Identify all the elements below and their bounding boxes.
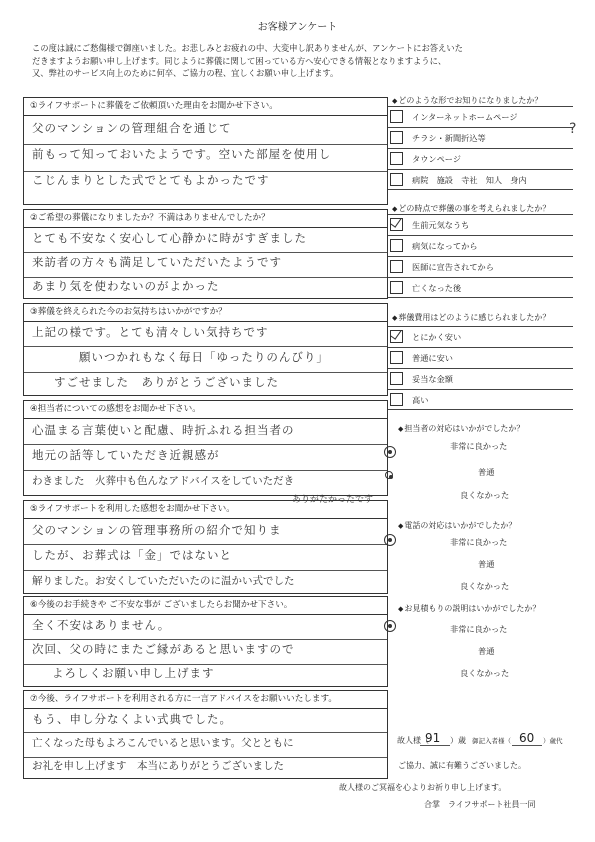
question-3-panel	[23, 303, 388, 396]
answer-rule	[24, 346, 387, 347]
checkbox[interactable]	[390, 239, 403, 252]
thanks-text: ご協力、誠に有難うございました。	[398, 761, 526, 770]
question-2-heading: ②ご希望の葬儀になりましたか？不満はありませんでしたか？	[24, 210, 387, 228]
how-know-option[interactable]	[388, 169, 573, 190]
answer-5-line-2: したが、お葬式は「金」ではないと	[32, 548, 232, 562]
answer-7-line-3: お礼を申し上げます 本当にありがとうございました	[32, 760, 284, 772]
answer-1-line-3: こじんまりとした式でとてもよかったです	[32, 173, 270, 187]
how-know-option[interactable]	[388, 148, 573, 169]
option-label: 妥当な金額	[412, 374, 453, 384]
question-4-heading: ④担当者についての感想をお聞かせ下さい。	[24, 401, 387, 419]
rating-option[interactable]: 良くなかった	[460, 581, 510, 591]
question-4-panel	[23, 400, 388, 496]
circle-mark-icon	[384, 446, 396, 458]
phone-heading: ◆ 電話の対応はいかがでしたか？	[398, 520, 516, 531]
checkbox[interactable]	[390, 260, 403, 273]
option-label: 亡くなった後	[412, 283, 462, 293]
answer-2-line-3: あまり気を使わないのがよかった	[32, 279, 220, 293]
answer-rule	[24, 144, 387, 145]
circle-mark-icon	[385, 471, 393, 479]
checkbox[interactable]	[390, 393, 403, 406]
answer-rule	[24, 444, 387, 445]
answer-6-line-1: 全く不安はありません。	[32, 618, 171, 632]
signature-text: 合掌 ライフサポート社員一同	[424, 800, 536, 809]
deceased-age-unit: ）歳	[450, 736, 466, 745]
rating-option[interactable]: 普通	[478, 646, 495, 656]
answer-rule	[24, 470, 387, 471]
estimate-heading: ◆ お見積もりの説明はいかがでしたか？	[398, 603, 540, 614]
question-6-heading: ⑥今後のお手続きや ご不安な事が ございましたらお聞かせ下さい。	[24, 597, 387, 615]
answer-3-line-2: 願いつかれもなく毎日「ゆったりのんびり」	[79, 350, 329, 364]
answer-1-line-2: 前もって知っておいたようです。空いた部屋を使用し	[32, 147, 332, 161]
answer-rule	[24, 732, 387, 733]
intro-text	[32, 42, 577, 80]
when-option[interactable]	[388, 256, 573, 277]
option-label: 病気になってから	[412, 241, 478, 251]
option-label: 医師に宣告されてから	[412, 262, 494, 272]
cost-heading: ◆ 葬儀費用はどのように感じられましたか？	[392, 312, 550, 323]
when-option[interactable]	[388, 235, 573, 256]
option-label: 高い	[412, 395, 429, 405]
age-underline	[512, 745, 542, 746]
answer-rule	[24, 252, 387, 253]
answer-2-line-1: とても不安なく安心して心静かに時がすぎました	[32, 231, 307, 245]
prayer-text: 故人様のご冥福を心よりお祈り申し上げます。	[339, 783, 507, 792]
option-label: 病院 施設 寺社 知人 身内	[412, 175, 527, 185]
rating-option[interactable]: 非常に良かった	[450, 441, 508, 451]
intro-line: 又、弊社のサービス向上のために何卒、ご協力の程、宜しくお願い申し上げます。	[32, 68, 339, 79]
cost-option[interactable]	[388, 326, 573, 347]
cost-option[interactable]	[388, 368, 573, 389]
answer-rule	[24, 544, 387, 545]
how-know-option[interactable]	[388, 106, 573, 127]
page-title: お客様アンケート	[257, 22, 338, 33]
option-label: とにかく安い	[412, 332, 462, 342]
deceased-age-label: 故人様（	[397, 736, 429, 745]
applicant-age-label: 御記入者様（	[472, 737, 511, 745]
question-5-panel	[23, 500, 388, 594]
option-label: インターネットホームページ	[412, 112, 518, 122]
staff-heading: ◆ 担当者の対応はいかがでしたか？	[398, 423, 524, 434]
how-know-heading: ◆ どのような形でお知りになりましたか？	[392, 95, 542, 106]
answer-rule	[24, 639, 387, 640]
when-option[interactable]	[388, 214, 573, 235]
rating-option[interactable]: 良くなかった	[460, 490, 510, 500]
checkbox[interactable]	[390, 351, 403, 364]
option-label: タウンページ	[412, 154, 461, 164]
option-label: チラシ・新聞折込等	[412, 133, 486, 143]
answer-4-line-2: 地元の話等していただき近親感が	[32, 448, 220, 462]
rating-option[interactable]: 良くなかった	[460, 668, 510, 678]
applicant-age-value[interactable]: 60	[519, 731, 535, 745]
answer-5-line-1: 父のマンションの管理事務所の紹介で知りま	[32, 523, 282, 537]
rating-option[interactable]: 普通	[478, 559, 495, 569]
answer-5-line-3: 解りました。お安くしていただいたのに温かい式でした	[32, 575, 295, 587]
age-underline	[420, 745, 450, 746]
checkbox[interactable]	[390, 372, 403, 385]
cost-option[interactable]	[388, 389, 573, 410]
checkbox-checked[interactable]	[390, 218, 403, 231]
question-1-panel	[23, 97, 388, 205]
checkbox[interactable]	[390, 281, 403, 294]
answer-3-line-1: 上記の様です。とても清々しい気持ちです	[32, 325, 269, 339]
deceased-age-value[interactable]: 91	[425, 731, 441, 745]
intro-line: この度は誠にご愁傷様で御座いました。お悲しみとお疲れの中、大変申し訳ありませんが、アンケートにお答えいた	[32, 43, 463, 53]
question-5-heading: ⑤ライフサポートを利用した感想をお聞かせ下さい。	[24, 501, 387, 519]
question-3-heading: ③葬儀を終えられた今のお気持ちはいかがですか？	[24, 304, 387, 322]
answer-4-line-1: 心温まる言葉使いと配慮、時折ふれる担当者の	[32, 423, 295, 437]
intro-line: だきますようお願い申し上げます。同じように葬儀に関して困っている方へ安心できる情報となりますように、	[32, 55, 447, 66]
rating-option[interactable]: 非常に良かった	[450, 624, 508, 634]
answer-rule	[24, 372, 387, 373]
checkbox[interactable]	[390, 152, 403, 165]
checkbox-checked[interactable]	[390, 330, 403, 343]
question-7-heading: ⑦今後、ライフサポートを利用される方に一言アドバイスをお願いいたします。	[24, 691, 387, 709]
when-heading: ◆ どの時点で葬儀の事を考えられましたか？	[392, 203, 550, 214]
circle-mark-icon	[384, 620, 396, 632]
answer-4-line-3: わきました 火葬中も色んなアドバイスをしていただき	[32, 475, 295, 487]
question-1-heading: ①ライフサポートに葬儀をご依頼頂いた理由をお聞かせ下さい。	[24, 98, 387, 116]
when-option[interactable]	[388, 277, 573, 298]
question-6-panel	[23, 596, 388, 687]
question-7-panel	[23, 690, 388, 779]
applicant-age-unit: ）歳代	[543, 737, 563, 745]
rating-option[interactable]: 普通	[478, 467, 495, 477]
answer-4-overflow: ありがたかったです	[292, 495, 374, 505]
cost-option[interactable]	[388, 347, 573, 368]
question-2-panel	[23, 209, 388, 299]
checkbox[interactable]	[390, 110, 403, 123]
answer-2-line-2: 来訪者の方々も満足していただいたようです	[32, 255, 282, 269]
how-know-option[interactable]	[388, 127, 573, 148]
option-label: 普通に安い	[412, 353, 453, 363]
checkbox[interactable]	[390, 131, 403, 144]
answer-rule	[24, 570, 387, 571]
checkbox[interactable]	[390, 173, 403, 186]
answer-6-line-3: よろしくお願い申し上げます	[52, 666, 215, 680]
rating-option[interactable]: 非常に良かった	[450, 537, 508, 547]
handwritten-question-mark: ?	[569, 121, 577, 137]
answer-7-line-2: 亡くなった母もよろこんでいると思います。父とともに	[32, 737, 294, 749]
answer-6-line-2: 次回、父の時にまたご縁があると思いますので	[32, 642, 295, 656]
answer-3-line-3: すごせました ありがとうございました	[54, 375, 279, 389]
option-label: 生前元気なうち	[412, 220, 470, 230]
answer-7-line-1: もう、申し分なくよい式典でした。	[32, 712, 232, 726]
circle-mark-icon	[384, 534, 396, 546]
answer-1-line-1: 父のマンションの管理組合を通じて	[32, 121, 232, 135]
